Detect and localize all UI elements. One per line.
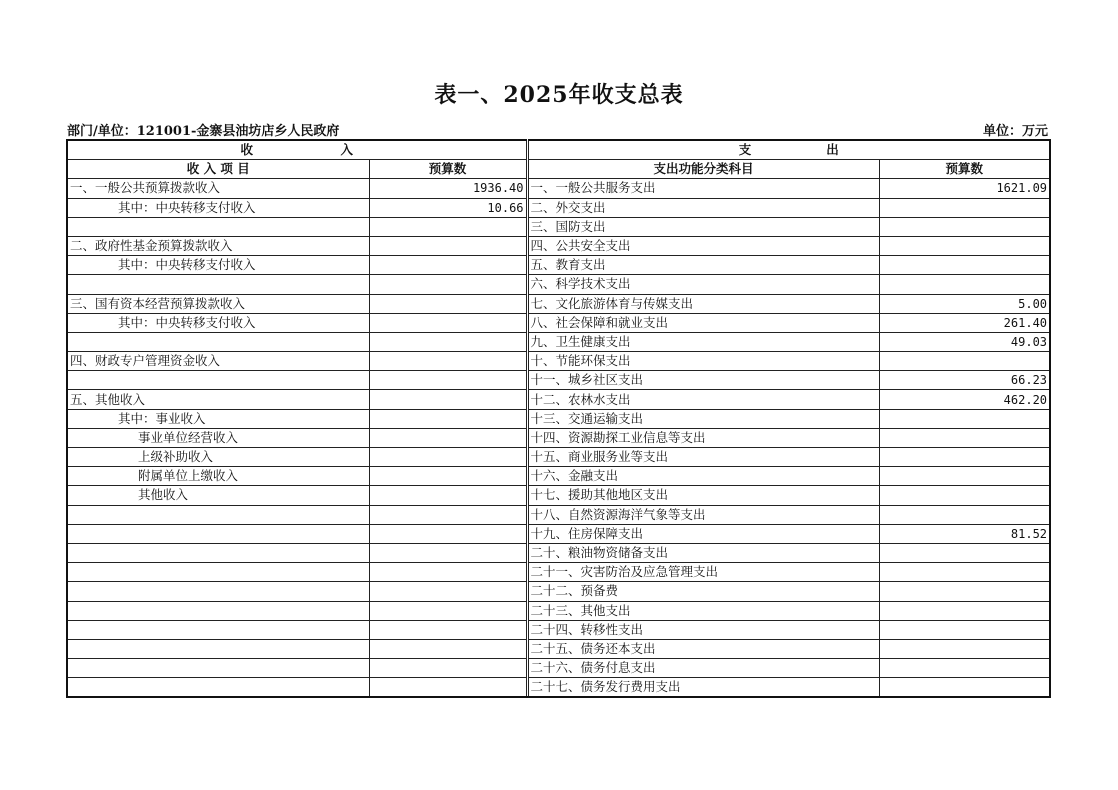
expense-amount-cell [879, 601, 1050, 620]
table-row [67, 448, 1050, 467]
table-row [67, 313, 1050, 332]
income-amount-cell [369, 678, 526, 698]
expense-item-cell: 二十二、预备费 [528, 582, 879, 601]
income-group-header: 收 入 [67, 140, 526, 160]
budget-summary-table [66, 139, 1051, 698]
income-item-cell: 五、其他收入 [67, 390, 369, 409]
income-item-cell: 二、政府性基金预算拨款收入 [67, 236, 369, 255]
table-row [67, 390, 1050, 409]
income-amount-cell [369, 486, 526, 505]
income-item-cell: 其他收入 [67, 486, 369, 505]
income-item-cell: 三、国有资本经营预算拨款收入 [67, 294, 369, 313]
expense-item-cell: 八、社会保障和就业支出 [528, 313, 879, 332]
income-amount-cell [369, 467, 526, 486]
table-row [67, 256, 1050, 275]
expense-item-cell: 十五、商业服务业等支出 [528, 448, 879, 467]
table-row [67, 639, 1050, 658]
income-item-cell [67, 639, 369, 658]
income-amount-cell [369, 524, 526, 543]
income-item-cell [67, 563, 369, 582]
table-row [67, 620, 1050, 639]
expense-amount-cell [879, 543, 1050, 562]
expense-item-cell: 十三、交通运输支出 [528, 409, 879, 428]
expense-amount-cell: 462.20 [879, 390, 1050, 409]
income-amount-cell [369, 236, 526, 255]
table-row [67, 352, 1050, 371]
expense-item-cell: 二、外交支出 [528, 198, 879, 217]
department-label: 部门/单位：121001-金寨县油坊店乡人民政府 [67, 124, 340, 139]
expense-item-cell: 十七、援助其他地区支出 [528, 486, 879, 505]
expense-amount-cell [879, 563, 1050, 582]
table-row [67, 236, 1050, 255]
income-item-cell [67, 371, 369, 390]
expense-item-cell: 二十三、其他支出 [528, 601, 879, 620]
table-row [67, 659, 1050, 678]
income-amount-cell [369, 332, 526, 351]
income-amount-cell [369, 448, 526, 467]
header-group-row [67, 140, 1050, 160]
table-row [67, 371, 1050, 390]
income-amount-cell [369, 409, 526, 428]
income-item-cell [67, 659, 369, 678]
expense-group-header: 支 出 [528, 140, 1050, 160]
expense-amount-cell [879, 639, 1050, 658]
income-item-cell: 一、一般公共预算拨款收入 [67, 179, 369, 198]
table-row [67, 179, 1050, 198]
income-amount-cell [369, 275, 526, 294]
table-row [67, 563, 1050, 582]
unit-label: 单位：万元 [982, 124, 1048, 139]
expense-item-cell: 二十、粮油物资储备支出 [528, 543, 879, 562]
income-item-cell [67, 217, 369, 236]
expense-item-cell: 十八、自然资源海洋气象等支出 [528, 505, 879, 524]
expense-item-cell: 二十七、债务发行费用支出 [528, 678, 879, 698]
expense-amount-cell [879, 467, 1050, 486]
table-row [67, 582, 1050, 601]
income-item-header: 收 入 项 目 [67, 160, 369, 179]
expense-item-cell: 九、卫生健康支出 [528, 332, 879, 351]
income-item-cell [67, 332, 369, 351]
income-item-cell [67, 524, 369, 543]
table-row [67, 467, 1050, 486]
income-item-cell: 其中：中央转移支付收入 [67, 198, 369, 217]
table-row [67, 678, 1050, 698]
income-amount-cell [369, 601, 526, 620]
income-item-cell [67, 275, 369, 294]
income-item-cell: 其中：中央转移支付收入 [67, 256, 369, 275]
expense-item-cell: 十、节能环保支出 [528, 352, 879, 371]
table-row [67, 409, 1050, 428]
expense-item-cell: 十六、金融支出 [528, 467, 879, 486]
expense-amount-cell: 49.03 [879, 332, 1050, 351]
expense-item-header: 支出功能分类科目 [528, 160, 879, 179]
income-amount-cell [369, 371, 526, 390]
header-column-row [67, 160, 1050, 179]
page-title: 表一、2025年收支总表 [434, 82, 684, 108]
income-amount-cell [369, 294, 526, 313]
table-row [67, 275, 1050, 294]
expense-amount-cell: 5.00 [879, 294, 1050, 313]
table-row [67, 524, 1050, 543]
table-row [67, 217, 1050, 236]
income-amount-cell [369, 313, 526, 332]
expense-item-cell: 十二、农林水支出 [528, 390, 879, 409]
expense-item-cell: 二十五、债务还本支出 [528, 639, 879, 658]
income-amount-cell [369, 639, 526, 658]
expense-amount-cell [879, 409, 1050, 428]
income-amount-cell [369, 505, 526, 524]
income-item-cell [67, 678, 369, 698]
expense-amount-cell [879, 198, 1050, 217]
expense-budget-header: 预算数 [879, 160, 1050, 179]
expense-amount-cell: 81.52 [879, 524, 1050, 543]
income-item-cell: 附属单位上缴收入 [67, 467, 369, 486]
income-amount-cell [369, 256, 526, 275]
expense-amount-cell [879, 352, 1050, 371]
expense-item-cell: 十一、城乡社区支出 [528, 371, 879, 390]
income-item-cell: 上级补助收入 [67, 448, 369, 467]
expense-item-cell: 二十一、灾害防治及应急管理支出 [528, 563, 879, 582]
table-row [67, 505, 1050, 524]
table-row [67, 601, 1050, 620]
expense-item-cell: 二十六、债务付息支出 [528, 659, 879, 678]
income-amount-cell [369, 390, 526, 409]
income-item-cell: 其中：事业收入 [67, 409, 369, 428]
income-amount-cell [369, 620, 526, 639]
income-item-cell: 其中：中央转移支付收入 [67, 313, 369, 332]
income-item-cell [67, 582, 369, 601]
expense-amount-cell [879, 448, 1050, 467]
table-row [67, 486, 1050, 505]
income-item-cell: 事业单位经营收入 [67, 428, 369, 447]
table-row [67, 198, 1050, 217]
income-amount-cell [369, 217, 526, 236]
expense-amount-cell: 1621.09 [879, 179, 1050, 198]
income-amount-cell [369, 352, 526, 371]
income-amount-cell [369, 659, 526, 678]
expense-amount-cell: 261.40 [879, 313, 1050, 332]
expense-item-cell: 二十四、转移性支出 [528, 620, 879, 639]
expense-amount-cell [879, 256, 1050, 275]
expense-amount-cell [879, 582, 1050, 601]
income-amount-cell [369, 563, 526, 582]
income-item-cell: 四、财政专户管理资金收入 [67, 352, 369, 371]
expense-item-cell: 十四、资源勘探工业信息等支出 [528, 428, 879, 447]
income-amount-cell [369, 582, 526, 601]
table-row [67, 332, 1050, 351]
expense-amount-cell [879, 678, 1050, 698]
table-row [67, 543, 1050, 562]
expense-item-cell: 七、文化旅游体育与传媒支出 [528, 294, 879, 313]
expense-item-cell: 四、公共安全支出 [528, 236, 879, 255]
income-item-cell [67, 620, 369, 639]
income-item-cell [67, 505, 369, 524]
expense-amount-cell [879, 236, 1050, 255]
expense-amount-cell: 66.23 [879, 371, 1050, 390]
expense-item-cell: 一、一般公共服务支出 [528, 179, 879, 198]
income-amount-cell: 1936.40 [369, 179, 526, 198]
expense-item-cell: 六、科学技术支出 [528, 275, 879, 294]
expense-amount-cell [879, 505, 1050, 524]
expense-amount-cell [879, 428, 1050, 447]
expense-amount-cell [879, 275, 1050, 294]
expense-item-cell: 五、教育支出 [528, 256, 879, 275]
expense-amount-cell [879, 620, 1050, 639]
income-amount-cell [369, 543, 526, 562]
table-row [67, 428, 1050, 447]
income-amount-cell: 10.66 [369, 198, 526, 217]
income-budget-header: 预算数 [369, 160, 526, 179]
income-item-cell [67, 601, 369, 620]
income-item-cell [67, 543, 369, 562]
expense-amount-cell [879, 486, 1050, 505]
expense-amount-cell [879, 217, 1050, 236]
expense-amount-cell [879, 659, 1050, 678]
income-amount-cell [369, 428, 526, 447]
expense-item-cell: 三、国防支出 [528, 217, 879, 236]
table-row [67, 294, 1050, 313]
expense-item-cell: 十九、住房保障支出 [528, 524, 879, 543]
